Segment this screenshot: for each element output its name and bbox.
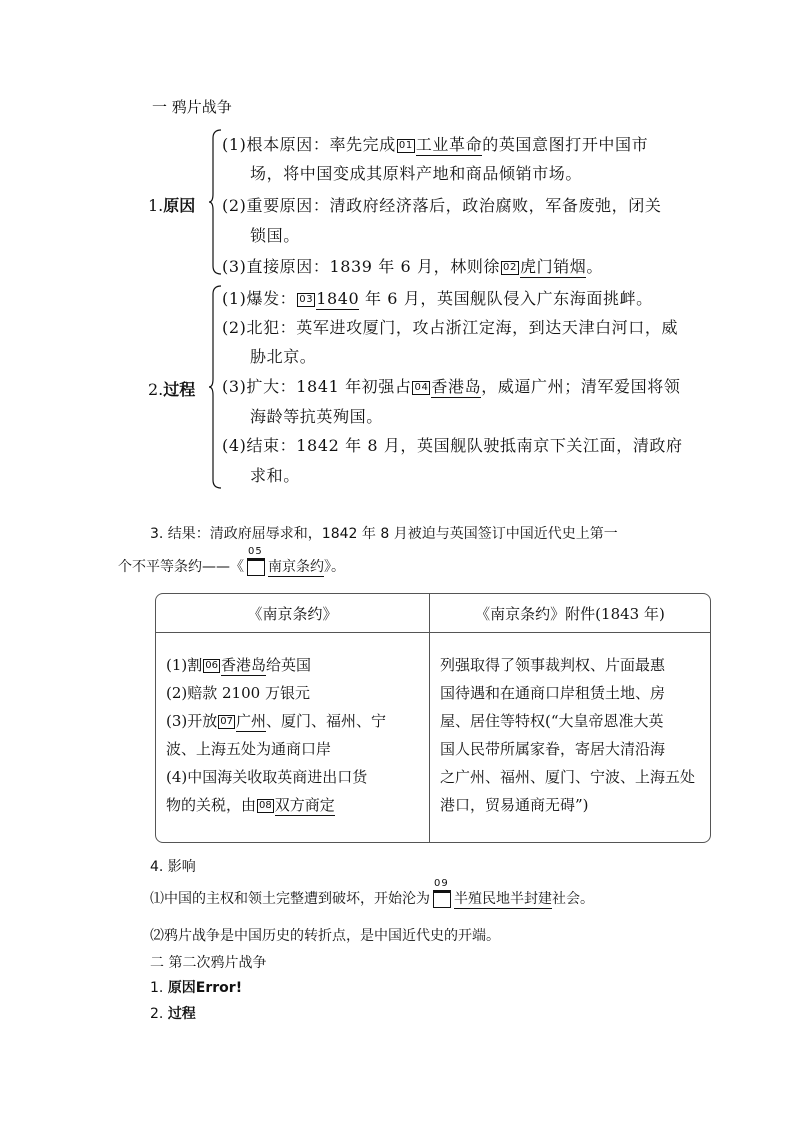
answer-underline: 香港岛 <box>220 656 266 674</box>
process-item-4-line-2: 求和。 <box>250 466 300 485</box>
section-title-second-opium-war: 二 第二次鸦片战争 <box>150 955 267 971</box>
annex-line-3: 屋、居住等特权(“大皇帝恩准大英 <box>440 712 664 730</box>
table-header-annex: 《南京条约》附件(1843 年) <box>430 594 710 633</box>
answer-underline: 南京条约 <box>268 559 324 575</box>
treaty-table <box>155 593 711 843</box>
impact-title: 4. 影响 <box>150 859 196 875</box>
calendar-number-icon: 05 <box>247 558 265 576</box>
nanjing-line-5: (4)中国海关收取英商进出口货 <box>166 768 368 786</box>
impact-line-1: ⑴中国的主权和领土完整遭到破坏，开始沦为 09 半殖民地半封建社会。 <box>150 878 594 907</box>
process-item-2-line-1: (2)北犯：英军进攻厦门，攻占浙江定海，到达天津白河口，威 <box>222 318 679 337</box>
nanjing-line-1: (1)割 06 香港岛给英国 <box>166 656 312 674</box>
annex-line-1: 列强取得了领事裁判权、片面最惠 <box>440 656 666 674</box>
nanjing-line-4: 波、上海五处为通商口岸 <box>166 740 332 758</box>
annex-line-6: 港口，贸易通商无碍”) <box>440 796 589 814</box>
process-item-2-line-2: 胁北京。 <box>250 347 317 366</box>
answer-underline: 香港岛 <box>431 377 482 396</box>
process-label-number: 2. <box>148 380 164 399</box>
answer-underline: 1840 <box>316 289 360 308</box>
process-label <box>148 377 195 400</box>
answer-number-box: 02 <box>503 262 517 273</box>
section2-item-2: 2. 过程 <box>150 1006 196 1022</box>
cause-label <box>148 193 195 216</box>
answer-number-box: 01 <box>398 140 413 151</box>
annex-line-4: 国人民带所属家眷，寄居大清沿海 <box>440 740 666 758</box>
cause-label-text: 原因 <box>163 196 196 215</box>
process-item-3-line-1: (3)扩大：1841 年初强占 04 香港岛，威逼广州；清军爱国将领 <box>222 377 681 396</box>
nanjing-line-3: (3)开放 07 广州、厦门、福州、宁 <box>166 712 387 730</box>
nanjing-line-2: (2)赔款 2100 万银元 <box>166 684 310 702</box>
nanjing-line-6: 物的关税，由 08 双方商定 <box>166 796 335 814</box>
result-line-2: 个不平等条约——《 05 南京条约》。 <box>118 546 345 575</box>
section2-item-1: 1. 原因Error! <box>150 980 243 996</box>
annex-line-5: 之广州、福州、厦门、宁波、上海五处 <box>440 768 696 786</box>
cause-item-2-line-1: (2)重要原因：清政府经济落后，政治腐败，军备废弛，闭关 <box>222 196 662 215</box>
cause-item-3: (3)直接原因：1839 年 6 月，林则徐 02 虎门销烟。 <box>222 257 603 276</box>
cause-item-1-line-2: 场，将中国变成其原料产地和商品倾销市场。 <box>250 164 583 183</box>
process-item-1: (1)爆发： 03 1840 年 6 月，英国舰队侵入广东海面挑衅。 <box>222 289 653 308</box>
calendar-number-icon: 09 <box>433 890 451 908</box>
table-header-nanjing: 《南京条约》 <box>156 594 430 633</box>
process-brace <box>208 284 222 490</box>
process-item-3-line-2: 海龄等抗英殉国。 <box>250 407 383 426</box>
cause-item-2-line-2: 锁国。 <box>250 226 300 245</box>
answer-underline: 工业革命 <box>415 135 483 154</box>
answer-underline: 双方商定 <box>274 796 335 814</box>
answer-underline: 虎门销烟 <box>519 257 587 276</box>
process-item-4-line-1: (4)结束：1842 年 8 月，英国舰队驶抵南京下关江面，清政府 <box>222 436 683 455</box>
cause-brace <box>208 128 222 276</box>
result-line-1: 3. 结果：清政府屈辱求和，1842 年 8 月被迫与英国签订中国近代史上第一 <box>150 526 618 542</box>
section-title-opium-war: 一 鸦片战争 <box>152 98 232 116</box>
table-cell-annex <box>430 633 710 842</box>
annex-line-2: 国待遇和在通商口岸租赁土地、房 <box>440 684 666 702</box>
cause-label-number: 1. <box>148 196 164 215</box>
answer-number-box: 06 <box>205 660 218 671</box>
impact-line-2: ⑵鸦片战争是中国历史的转折点，是中国近代史的开端。 <box>150 928 500 944</box>
answer-underline: 半殖民地半封建 <box>454 891 552 907</box>
cause-item-1-line-1: (1)根本原因：率先完成 01 工业革命的英国意图打开中国市 <box>222 135 649 154</box>
answer-number-box: 04 <box>414 382 429 393</box>
table-cell-nanjing <box>156 633 430 842</box>
process-label-text: 过程 <box>163 380 196 399</box>
answer-number-box: 08 <box>259 800 272 811</box>
answer-number-box: 03 <box>299 294 314 305</box>
answer-underline: 广州 <box>235 712 266 730</box>
answer-number-box: 07 <box>220 716 233 727</box>
